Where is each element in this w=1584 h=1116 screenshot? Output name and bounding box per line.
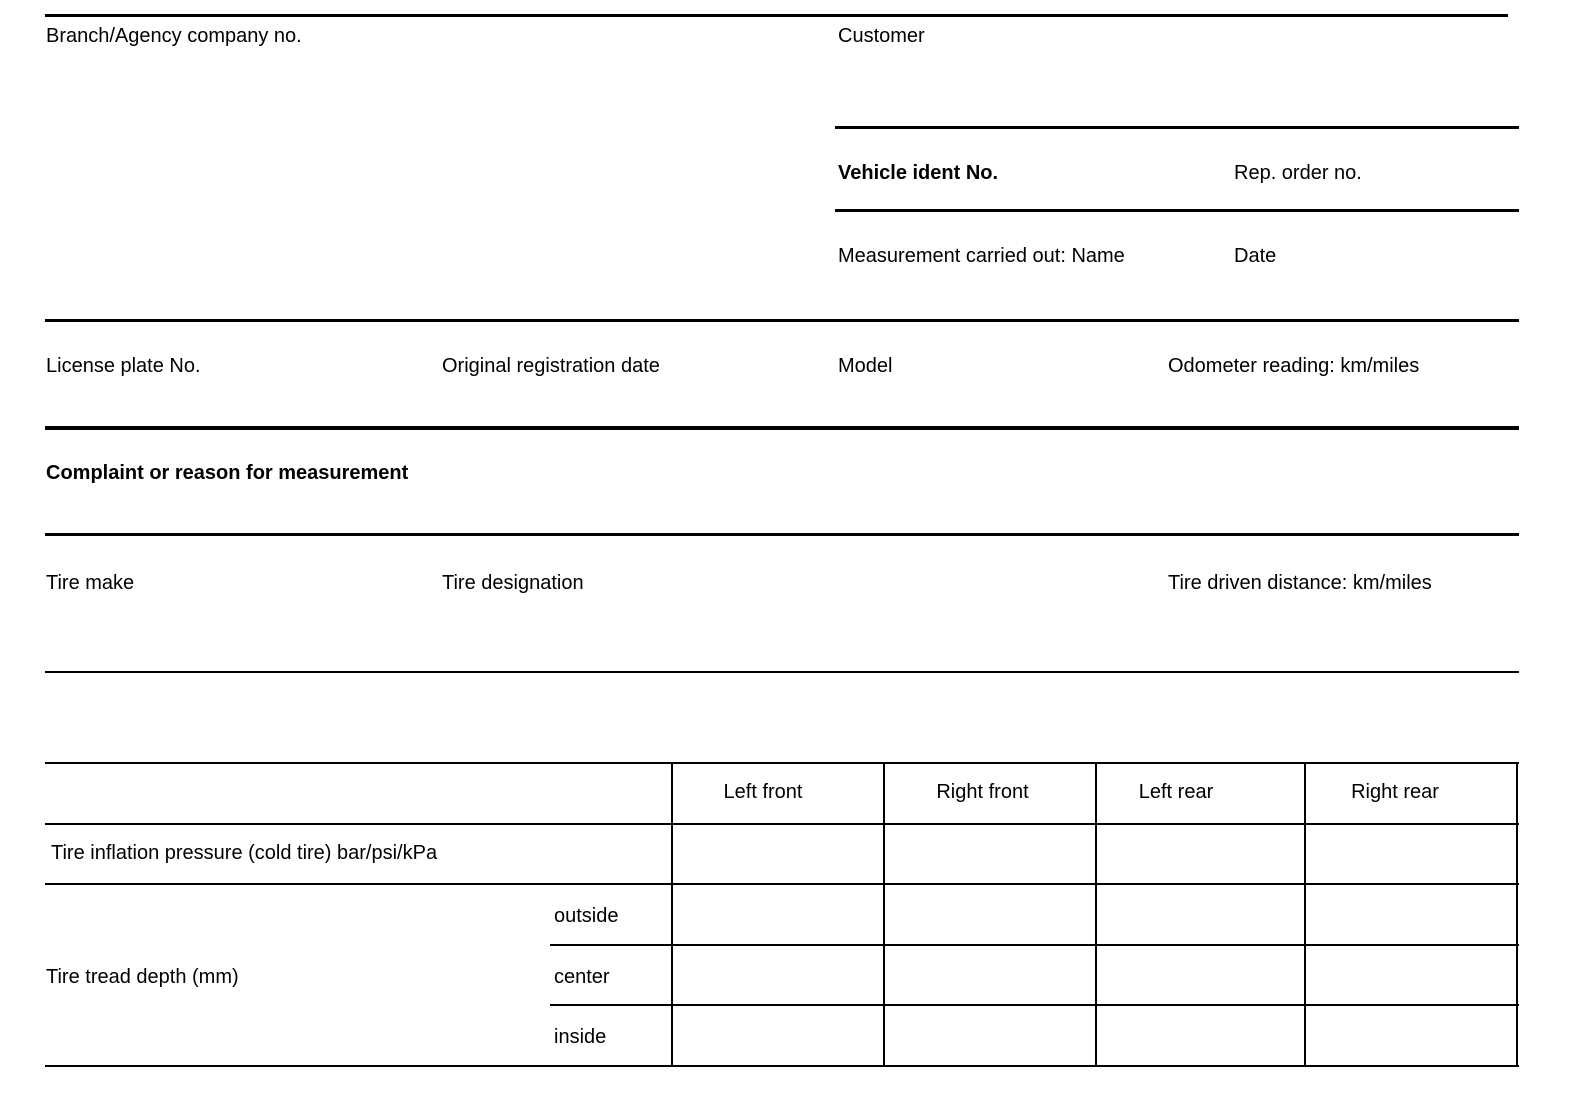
pressure-left-rear-cell[interactable]: [1099, 826, 1302, 882]
pressure-left-front-cell[interactable]: [675, 826, 881, 882]
table-col-divider-1: [671, 762, 673, 1067]
outside-right-front-cell[interactable]: [887, 886, 1093, 942]
tire-designation-field[interactable]: [442, 600, 1142, 665]
tire-bottom-rule: [45, 671, 1519, 673]
vin-label: Vehicle ident No.: [838, 162, 999, 184]
top-rule: [45, 14, 1508, 17]
col-header-right-front: Right front: [936, 781, 1029, 803]
table-right-edge: [1516, 762, 1518, 1067]
complaint-field[interactable]: [46, 490, 1516, 530]
tread-center-label: center: [554, 966, 610, 988]
table-bottom-rule: [45, 1065, 1519, 1067]
branch-label: Branch/Agency company no.: [46, 25, 302, 47]
odometer-label: Odometer reading: km/miles: [1168, 355, 1420, 377]
tire-make-label: Tire make: [46, 572, 135, 594]
inside-left-front-cell[interactable]: [675, 1007, 881, 1063]
inside-right-front-cell[interactable]: [887, 1007, 1093, 1063]
tire-distance-label: Tire driven distance: km/miles: [1168, 572, 1432, 594]
table-col-divider-4: [1304, 762, 1306, 1067]
model-field[interactable]: [838, 382, 1158, 422]
registration-date-field[interactable]: [442, 382, 822, 422]
date-field[interactable]: [1234, 270, 1514, 315]
col-header-left-front: Left front: [723, 781, 803, 803]
complaint-label: Complaint or reason for measurement: [46, 462, 409, 484]
rep-order-field[interactable]: [1234, 186, 1514, 206]
col-header-left-rear: Left rear: [1138, 781, 1214, 803]
center-right-front-cell[interactable]: [887, 947, 1093, 1003]
table-pressure-rule: [45, 883, 1519, 885]
registration-date-label: Original registration date: [442, 355, 660, 377]
outside-left-front-cell[interactable]: [675, 886, 881, 942]
vin-rule: [835, 209, 1519, 212]
pressure-right-rear-cell[interactable]: [1308, 826, 1514, 882]
date-label: Date: [1234, 245, 1277, 267]
tire-make-field[interactable]: [46, 600, 426, 665]
customer-field[interactable]: [838, 50, 1518, 122]
tire-distance-field[interactable]: [1168, 600, 1513, 665]
vehicle-bottom-rule: [45, 426, 1519, 430]
pressure-right-front-cell[interactable]: [887, 826, 1093, 882]
col-header-right-rear: Right rear: [1351, 781, 1439, 803]
customer-rule: [835, 126, 1519, 129]
license-plate-field[interactable]: [46, 382, 426, 422]
rep-order-label: Rep. order no.: [1234, 162, 1362, 184]
center-left-front-cell[interactable]: [675, 947, 881, 1003]
license-plate-label: License plate No.: [46, 355, 201, 377]
table-header-rule: [45, 823, 1519, 825]
inside-left-rear-cell[interactable]: [1099, 1007, 1302, 1063]
table-center-rule: [550, 1004, 1519, 1006]
header-bottom-rule: [45, 319, 1519, 322]
outside-right-rear-cell[interactable]: [1308, 886, 1514, 942]
tread-outside-label: outside: [554, 905, 619, 927]
branch-field[interactable]: [46, 50, 786, 315]
tread-inside-label: inside: [554, 1026, 607, 1048]
inside-right-rear-cell[interactable]: [1308, 1007, 1514, 1063]
center-left-rear-cell[interactable]: [1099, 947, 1302, 1003]
outside-left-rear-cell[interactable]: [1099, 886, 1302, 942]
pressure-row-label: Tire inflation pressure (cold tire) bar/psi/kPa: [51, 842, 438, 864]
vin-field[interactable]: [838, 186, 1218, 206]
table-outside-rule: [550, 944, 1519, 946]
table-col-divider-3: [1095, 762, 1097, 1067]
tire-measurement-table: [45, 762, 1519, 1068]
tire-designation-label: Tire designation: [442, 572, 584, 594]
odometer-field[interactable]: [1168, 382, 1513, 422]
center-right-rear-cell[interactable]: [1308, 947, 1514, 1003]
customer-label: Customer: [838, 25, 925, 47]
measurement-by-field[interactable]: [838, 270, 1218, 315]
measurement-by-label: Measurement carried out: Name: [838, 245, 1125, 267]
model-label: Model: [838, 355, 893, 377]
tread-depth-row-label: Tire tread depth (mm): [46, 966, 239, 988]
table-col-divider-2: [883, 762, 885, 1067]
table-top-rule: [45, 762, 1519, 764]
complaint-bottom-rule: [45, 533, 1519, 536]
